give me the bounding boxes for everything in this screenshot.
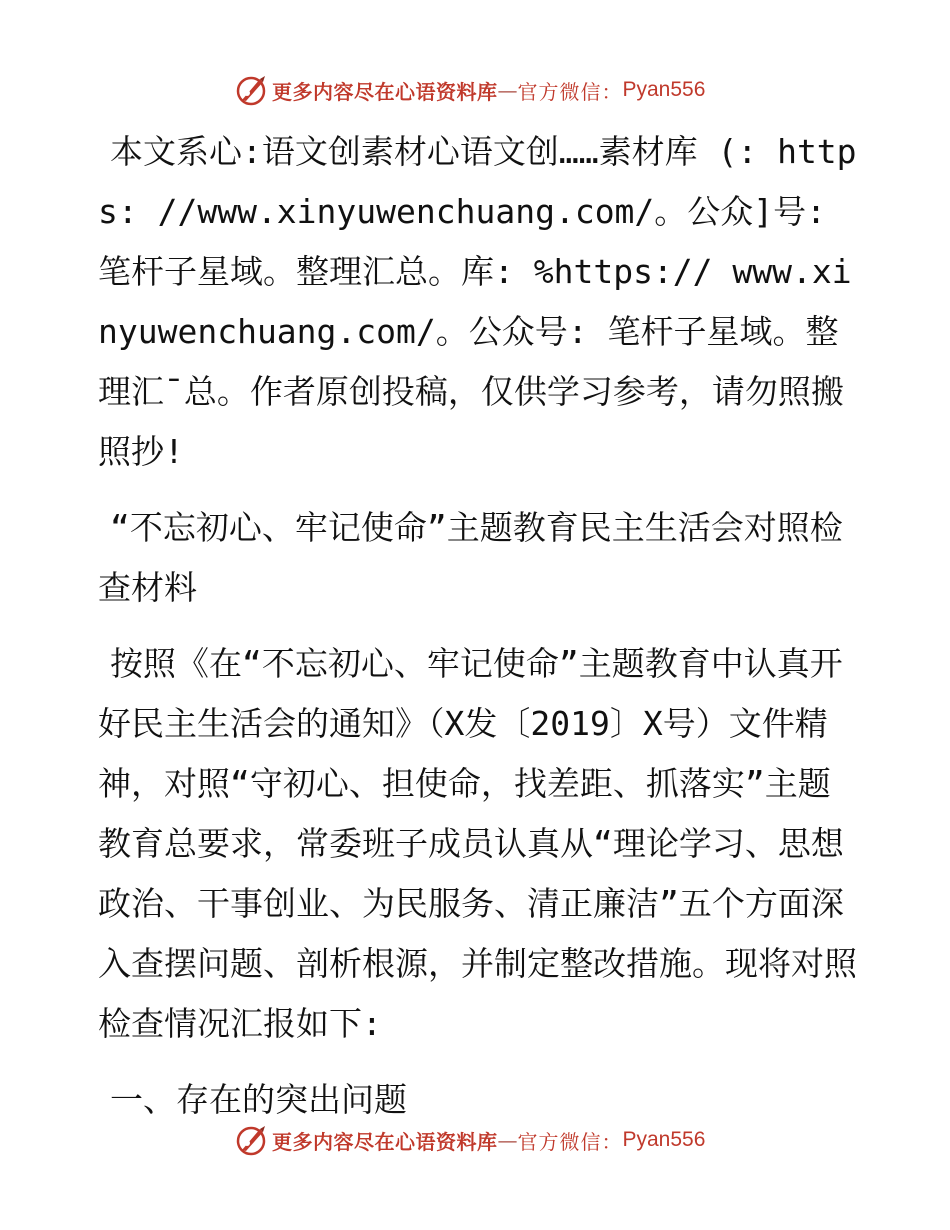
footer-watermark-banner (234, 1120, 705, 1160)
quill-logo-icon (234, 1123, 268, 1157)
body-paragraph: 按照《在“不忘初心、牢记使命”主题教育中认真开好民主生活会的通知》（X发〔2019〕X号）文件精神，对照“守初心、担使命，找差距、抓落实”主题教育总要求，常委班子成员认真从“理论学习、思想政治、干事创业、为民服务、清正廉洁”五个方面深入查摆问题、剖析根源，并制定整改措施。现将对照检查情况汇报如下: (98, 644, 857, 1043)
banner-brand-text: 更多内容尽在心语资料库 (272, 1129, 498, 1154)
banner-brand-text: 更多内容尽在心语资料库 (272, 79, 498, 104)
banner-wechat-label: 官方微信： (517, 1129, 623, 1154)
banner-wechat-id: Pyan556 (622, 78, 706, 101)
document-title: “不忘初心、牢记使命”主题教育民主生活会对照检查材料 (98, 508, 843, 607)
banner-wechat-label: 官方微信： (517, 79, 623, 104)
intro-paragraph: 本文系心:语文创素材心语文创……素材库 (: https: //www.xinyuwenchuang.com/。公众]号: 笔杆子星域。整理汇总。库: %https:// www.xinyuwenchuang.com/。公众号: 笔杆子星域。整理汇¯总。作者原创投稿，仅供学习参考，请勿照搬照抄! (98, 132, 857, 471)
quill-logo-icon (234, 73, 268, 107)
banner-separator: — (497, 78, 518, 102)
header-watermark-banner (234, 70, 705, 110)
document-body (98, 122, 858, 1130)
section-heading: 一、存在的突出问题 (110, 1080, 407, 1119)
banner-separator: — (497, 1128, 518, 1152)
banner-wechat-id: Pyan556 (622, 1128, 706, 1151)
